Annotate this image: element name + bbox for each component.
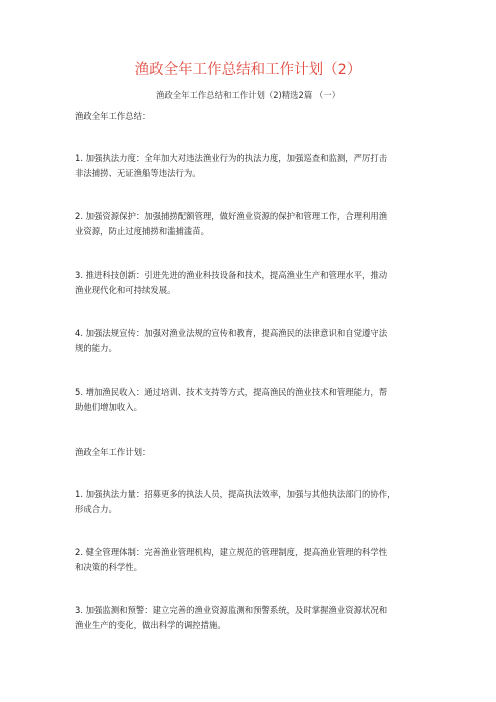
summary-item-3 (75, 268, 435, 297)
summary-item-2-line-2: 业资源，防止过度捕捞和滥捕滥苗。 (75, 225, 209, 236)
plan-item-2-line-2: 和决策的科学性。 (75, 561, 142, 572)
plan-heading: 渔政全年工作计划： (75, 447, 151, 457)
summary-item-4-line-1: 4. 加强法规宣传：加强对渔业法规的宣传和教育，提高渔民的法律意识和自觉遵守法 (75, 328, 388, 338)
plan-item-1-line-2: 形成合力。 (75, 503, 117, 514)
summary-item-4 (75, 326, 435, 355)
summary-item-2-line-1: 2. 加强资源保护：加强捕捞配额管理，做好渔业资源的保护和管理工作，合理利用渔 (75, 211, 388, 221)
summary-heading: 渔政全年工作总结： (75, 111, 151, 121)
summary-item-2 (75, 209, 435, 238)
document-title: 渔政全年工作总结和工作计划（2） (134, 62, 362, 78)
summary-item-5-line-1: 5. 增加渔民收入：通过培训、技术支持等方式，提高渔民的渔业技术和管理能力，帮 (75, 387, 388, 397)
plan-item-3 (75, 603, 435, 632)
summary-item-1 (75, 151, 435, 180)
summary-item-3-line-2: 渔业现代化和可持续发展。 (75, 284, 176, 295)
summary-item-1-line-2: 非法捕捞、无证渔船等违法行为。 (75, 167, 201, 178)
plan-item-3-line-1: 3. 加强监测和预警：建立完善的渔业资源监测和预警系统，及时掌握渔业资源状况和 (75, 605, 388, 615)
summary-item-1-line-1: 1. 加强执法力度：全年加大对违法渔业行为的执法力度，加强巡查和监测，严厉打击 (75, 153, 388, 163)
plan-item-2 (75, 545, 435, 574)
summary-item-5-line-2: 助他们增加收入。 (75, 401, 142, 412)
plan-item-1-line-1: 1. 加强执法力量：招募更多的执法人员，提高执法效率，加强与其他执法部门的协作， (75, 489, 396, 499)
plan-item-2-line-1: 2. 健全管理体制：完善渔业管理机构，建立规范的管理制度，提高渔业管理的科学性 (75, 547, 388, 557)
plan-item-3-line-2: 渔业生产的变化，做出科学的调控措施。 (75, 619, 226, 630)
summary-item-5 (75, 385, 435, 414)
plan-item-1 (75, 487, 435, 516)
summary-item-4-line-2: 规的能力。 (75, 342, 117, 353)
document-subtitle: 渔政全年工作总结和工作计划（2)精选2篇 （一） (155, 90, 341, 100)
summary-item-3-line-1: 3. 推进科技创新：引进先进的渔业科技设备和技术，提高渔业生产和管理水平，推动 (75, 270, 388, 280)
